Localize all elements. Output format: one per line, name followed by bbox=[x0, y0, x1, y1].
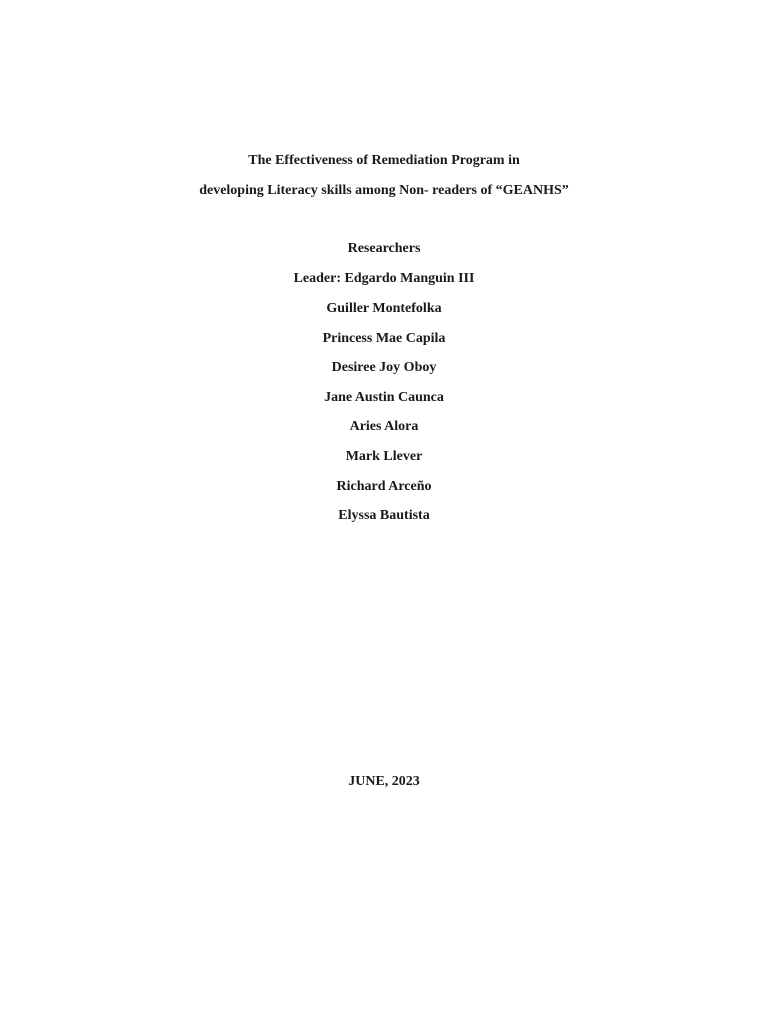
document-date: JUNE, 2023 bbox=[348, 774, 420, 789]
researchers-heading: Researchers bbox=[347, 241, 421, 256]
researcher-name: Mark Llever bbox=[345, 449, 423, 464]
researcher-name: Elyssa Bautista bbox=[338, 508, 430, 523]
researcher-name: Richard Arceño bbox=[336, 479, 432, 494]
researchers-leader: Leader: Edgardo Manguin III bbox=[293, 271, 475, 286]
researcher-name: Aries Alora bbox=[349, 419, 419, 434]
researcher-name: Jane Austin Caunca bbox=[324, 390, 444, 405]
researcher-name: Guiller Montefolka bbox=[326, 301, 442, 316]
researcher-name: Desiree Joy Oboy bbox=[331, 360, 437, 375]
researcher-name: Princess Mae Capila bbox=[322, 331, 446, 346]
title-line-1: The Effectiveness of Remediation Program in bbox=[248, 153, 520, 168]
title-line-2: developing Literacy skills among Non- readers of “GEANHS” bbox=[199, 183, 569, 198]
